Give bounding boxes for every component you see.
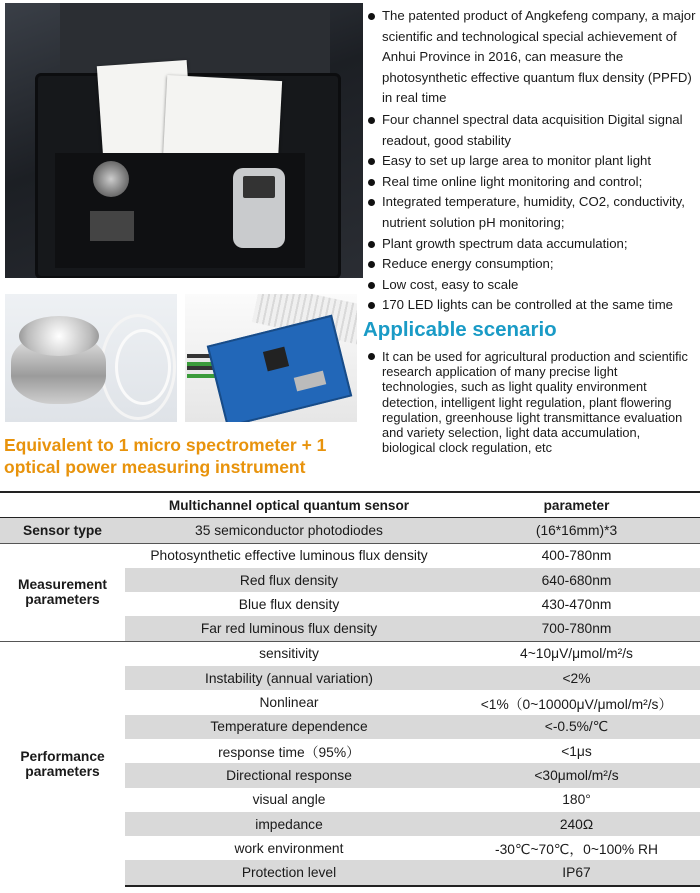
spec-table [0, 491, 700, 887]
header-sensor: Multichannel optical quantum sensor [168, 497, 410, 513]
bullet-icon [368, 117, 375, 124]
row-value: <2% [453, 666, 700, 690]
feature-item: Reduce energy consumption; [368, 254, 700, 275]
row-item: 35 semiconductor photodiodes [125, 518, 453, 543]
quantum-sensor-photo [5, 294, 177, 422]
equivalent-banner: Equivalent to 1 micro spectrometer + 1 optical power measuring instrument [4, 435, 327, 477]
row-value: 180° [562, 792, 591, 808]
bullet-icon [368, 13, 375, 20]
case-product-photo [5, 3, 363, 278]
sensor-probe [93, 161, 129, 197]
feature-item: 170 LED lights can be controlled at the same time [368, 295, 700, 316]
feature-list [368, 6, 700, 316]
row-item: Instability (annual variation) [125, 666, 453, 690]
table-header-row [0, 492, 700, 518]
bullet-icon [368, 199, 375, 206]
feature-item: Easy to set up large area to monitor plant light [368, 151, 700, 172]
circuit-board-photo [185, 294, 357, 422]
row-item: Directional response [125, 763, 453, 787]
row-value: <1%（0~10000μV/μmol/m²/s） [480, 696, 673, 712]
bullet-icon [368, 179, 375, 186]
row-value: 4~10μV/μmol/m²/s [520, 646, 633, 662]
row-item: work environment [234, 840, 344, 856]
header-parameter: parameter [543, 497, 610, 513]
row-value: 700-780nm [453, 616, 700, 641]
row-value: <30μmol/m²/s [453, 763, 700, 787]
bullet-icon [368, 282, 375, 289]
row-item: Nonlinear [259, 695, 319, 711]
table-row [0, 543, 700, 568]
handheld-meter [233, 168, 285, 248]
row-value: 640-680nm [453, 568, 700, 592]
row-item: Protection level [125, 860, 453, 885]
measurement-group-label: Measurement parameters [18, 577, 107, 608]
row-value: 400-780nm [541, 548, 612, 564]
bullet-icon [368, 241, 375, 248]
feature-item: Integrated temperature, humidity, CO2, conductivity, nutrient solution pH monitoring; [368, 192, 700, 233]
sensor-cable-coil [115, 329, 171, 405]
feature-item: Plant growth spectrum data accumulation; [368, 234, 700, 255]
row-value: IP67 [453, 860, 700, 885]
row-value: <1μs [561, 743, 592, 759]
bullet-icon [368, 261, 375, 268]
data-card [90, 211, 134, 241]
feature-item: Low cost, easy to scale [368, 275, 700, 296]
row-item: sensitivity [259, 646, 319, 662]
row-value: 240Ω [453, 812, 700, 836]
table-row [0, 641, 700, 666]
feature-item: Real time online light monitoring and control; [368, 172, 700, 193]
table-row [0, 518, 700, 543]
row-value: <-0.5%/℃ [453, 715, 700, 739]
row-item: Temperature dependence [125, 715, 453, 739]
sensor-dome [19, 316, 99, 356]
row-item: visual angle [252, 792, 326, 808]
row-item: Red flux density [125, 568, 453, 592]
feature-item: Four channel spectral data acquisition Digital signal readout, good stability [368, 110, 700, 151]
performance-group-label: Performance parameters [20, 748, 105, 779]
feature-item: The patented product of Angkefeng company, a major scientific and technological special achievement of Anhui Province in 2016, can measure the photosynthetic effective quantum flux density (PPFD) in real time [368, 6, 700, 109]
scenario-list [368, 349, 693, 455]
bullet-icon [368, 353, 375, 360]
row-item: Far red luminous flux density [125, 616, 453, 641]
bullet-icon [368, 158, 375, 165]
row-value: 430-470nm [541, 596, 612, 612]
scenario-item: It can be used for agricultural production and scientific research application of many precise light technologies, such as light quality environment detection, intelligent light regulation, plant flowering regulation, greenhouse light transmittance evaluation and variety selection, light data accumulation, biological clock regulation, etc [368, 349, 693, 455]
row-value: (16*16mm)*3 [453, 518, 700, 543]
row-item: Photosynthetic effective luminous flux density [150, 548, 428, 564]
row-item: response time（95%） [218, 745, 360, 761]
row-value: -30℃~70℃，0~100% RH [495, 842, 658, 858]
scenario-title: Applicable scenario [363, 318, 557, 341]
sensor-type-label: Sensor type [0, 518, 125, 543]
row-item: Blue flux density [238, 596, 340, 612]
row-item: impedance [125, 812, 453, 836]
bullet-icon [368, 302, 375, 309]
